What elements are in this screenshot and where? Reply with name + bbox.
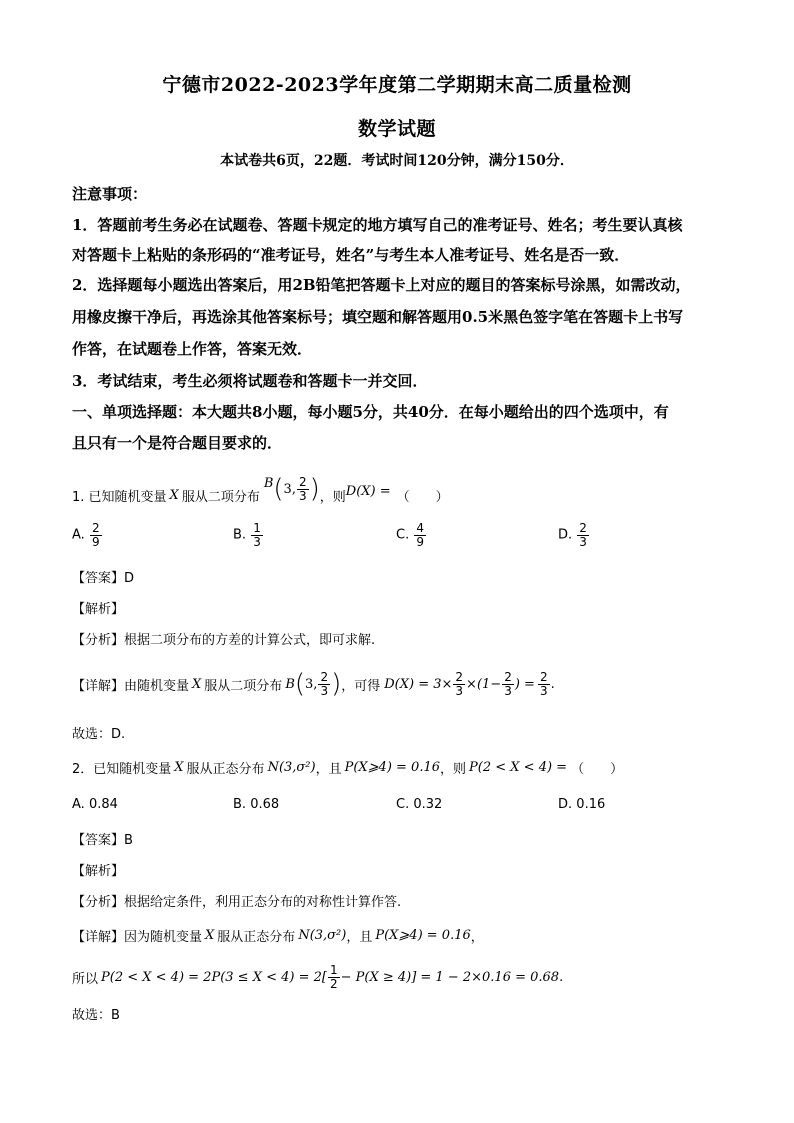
option-frac (577, 522, 589, 548)
option-label: B. (233, 797, 247, 812)
xiangjie-end: ， (470, 929, 484, 945)
q1-option-d (558, 522, 590, 548)
option-label: D. (558, 527, 573, 543)
normal-dist: N(3,σ²) (298, 927, 347, 943)
calc-b: ×(1− (466, 676, 502, 692)
option-num: 2 (579, 521, 587, 535)
notice-item2-line2: 用橡皮擦干净后，再选涂其他答案标号；填空题和解答题用0.5米黑色签字笔在答题卡上书写 (72, 308, 684, 326)
q1-option-b (233, 522, 264, 548)
exam-info: 本试卷共6页，22题．考试时间120分钟，满分150分． (220, 153, 574, 169)
notice-item1-line1: 1．答题前考生务必在试题卷、答题卡规定的地方填写自己的准考证号、姓名；考生要认真核 (72, 216, 683, 234)
q1-dist-p-num: 2 (298, 474, 307, 489)
answer-value: D (124, 571, 135, 586)
xiangjie-text-a: 因为随机变量 (124, 929, 203, 945)
answer-tag: 【答案】 (72, 571, 125, 586)
q1-paren-open: ( (273, 474, 284, 504)
q1-text-c: ，则 (319, 489, 346, 505)
notice-item3: 3．考试结束，考生必须将试题卷和答题卡一并交回． (72, 372, 428, 390)
suoyi-text: 所以 (72, 971, 99, 987)
dist-n: 3, (305, 676, 318, 692)
calc-c: ) = (514, 676, 535, 692)
option-label: C. (396, 797, 410, 812)
option-frac (414, 522, 426, 548)
dist-p (318, 671, 330, 697)
q2-option-b (233, 797, 279, 812)
fenxi-tag: 【分析】 (72, 895, 125, 910)
q1-option-c (396, 522, 427, 548)
notice-heading: 注意事项： (72, 185, 148, 203)
calc-frac-1 (453, 671, 465, 697)
option-frac (251, 522, 263, 548)
half-den: 2 (329, 976, 338, 991)
frac-num: 2 (504, 669, 512, 684)
dist-b: B (285, 676, 295, 692)
calc-frac-2 (502, 671, 514, 697)
option-value: 0.32 (413, 797, 443, 812)
option-value: 0.84 (88, 797, 118, 812)
half-frac (328, 964, 340, 990)
option-label: B. (233, 527, 247, 543)
notice-item1-line2: 对答题卡上粘贴的条形码的“准考证号，姓名”与考生本人准考证号、姓名是否一致． (72, 246, 630, 264)
frac-den: 3 (504, 683, 512, 698)
paren-open: ( (294, 669, 306, 699)
q2-jiexi: 【解析】 (72, 864, 125, 879)
answer-tag: 【答案】 (72, 833, 125, 848)
var-x: X (192, 676, 202, 692)
option-den: 3 (579, 534, 587, 549)
fenxi-tag: 【分析】 (72, 633, 125, 648)
xiangjie-tag: 【详解】 (72, 929, 125, 945)
q2-answer (72, 829, 133, 848)
question-2 (72, 755, 623, 779)
frac-num: 2 (539, 669, 548, 684)
q1-text-b: 服从二项分布 (181, 489, 260, 505)
section1-line1: 一、单项选择题：本大题共8小题，每小题5分，共40分．在每小题给出的四个选项中，有 (72, 403, 669, 421)
option-frac (90, 522, 102, 548)
q2-xiangjie (72, 922, 484, 948)
calc-end: . (559, 969, 564, 985)
q2-cond: P(X⩾4) = 0.16 (344, 759, 441, 775)
option-label: C. (396, 527, 410, 543)
frac-num: 2 (455, 669, 464, 684)
q1-dist-p (297, 476, 309, 502)
option-num: 4 (416, 521, 424, 535)
xiangjie-text-c: ，且 (346, 929, 373, 945)
q1-paren-close: ) (309, 474, 320, 504)
q1-guxuan: 故选：D. (72, 727, 126, 742)
p-num: 2 (320, 669, 329, 684)
option-value: 0.16 (576, 797, 606, 812)
half-num: 1 (329, 962, 338, 977)
option-label: D. (558, 797, 573, 812)
q2-ask: P(2 < X < 4) = (469, 759, 568, 775)
q1-answer (72, 567, 134, 586)
q2-var-x: X (174, 759, 184, 775)
q2-text-b: 服从正态分布 (186, 761, 265, 777)
q2-text-c: ，且 (315, 761, 342, 777)
xiangjie-text-a: 由随机变量 (124, 678, 190, 694)
notice-item2-line1: 2．选择题每小题选出答案后，用2B铅笔把答题卡上对应的题目的答案标号涂黑，如需改动， (72, 276, 691, 294)
q1-dist-n: 3, (283, 481, 296, 497)
q1-text-a: 1. 已知随机变量 (72, 489, 167, 505)
option-den: 9 (91, 534, 100, 549)
option-den: 3 (253, 534, 261, 549)
calc-b: − P(X ≥ 4)] = 1 − 2×0.16 = 0.68 (340, 969, 560, 985)
option-value: 0.68 (250, 797, 280, 812)
calc-a: P(2 < X < 4) = 2P(3 ≤ X < 4) = 2[ (101, 969, 327, 985)
q1-dist-p-den: 3 (298, 488, 307, 503)
calc-result (538, 671, 550, 697)
q1-xiangjie (72, 664, 555, 704)
q1-blank: （ ） (396, 489, 449, 505)
q1-dx: D(X) = (345, 483, 391, 499)
xiangjie-tag: 【详解】 (72, 678, 125, 694)
option-label: A. (72, 527, 85, 543)
question-1 (72, 470, 449, 520)
q1-dist-b: B (263, 475, 274, 491)
q2-option-a (72, 797, 118, 812)
fenxi-text: 根据给定条件，利用正态分布的对称性计算作答. (124, 895, 402, 910)
answer-value: B (124, 833, 133, 848)
exam-subtitle: 数学试题 (357, 118, 436, 140)
calc-a: D(X) = 3× (384, 676, 453, 692)
q2-text-d: ，则 (440, 761, 467, 777)
q2-guxuan: 故选：B (72, 1008, 120, 1023)
fenxi-text: 根据二项分布的方差的计算公式，即可求解. (124, 633, 376, 648)
xiangjie-text-b: 服从正态分布 (217, 929, 296, 945)
notice-item2-line3: 作答，在试题卷上作答，答案无效． (72, 340, 313, 358)
q2-blank: （ ） (571, 761, 624, 777)
var-x: X (205, 927, 215, 943)
q1-fenxi (72, 629, 375, 648)
q1-option-a (72, 522, 103, 548)
q2-fenxi (72, 891, 401, 910)
xiangjie-text-c: ，可得 (341, 678, 381, 694)
q2-option-d (558, 797, 605, 812)
q2-calc (72, 960, 563, 994)
frac-den: 3 (455, 683, 464, 698)
section1-line2: 且只有一个是符合题目要求的． (72, 434, 283, 452)
exam-title: 宁德市2022-2023学年度第二学期期末高二质量检测 (162, 74, 632, 96)
frac-den: 3 (539, 683, 548, 698)
paren-close: ) (331, 669, 342, 699)
option-num: 1 (253, 521, 261, 535)
q1-jiexi: 【解析】 (72, 602, 125, 617)
q1-var-x: X (169, 487, 179, 503)
option-label: A. (72, 797, 85, 812)
xiangjie-text-b: 服从二项分布 (204, 678, 283, 694)
q2-text-a: 2．已知随机变量 (72, 761, 172, 777)
calc-end: . (550, 676, 555, 692)
option-den: 9 (416, 534, 424, 549)
condition: P(X⩾4) = 0.16 (375, 927, 471, 943)
q2-option-c (396, 797, 442, 812)
q2-normal: N(3,σ²) (267, 759, 316, 775)
option-num: 2 (91, 521, 100, 535)
p-den: 3 (320, 683, 329, 698)
